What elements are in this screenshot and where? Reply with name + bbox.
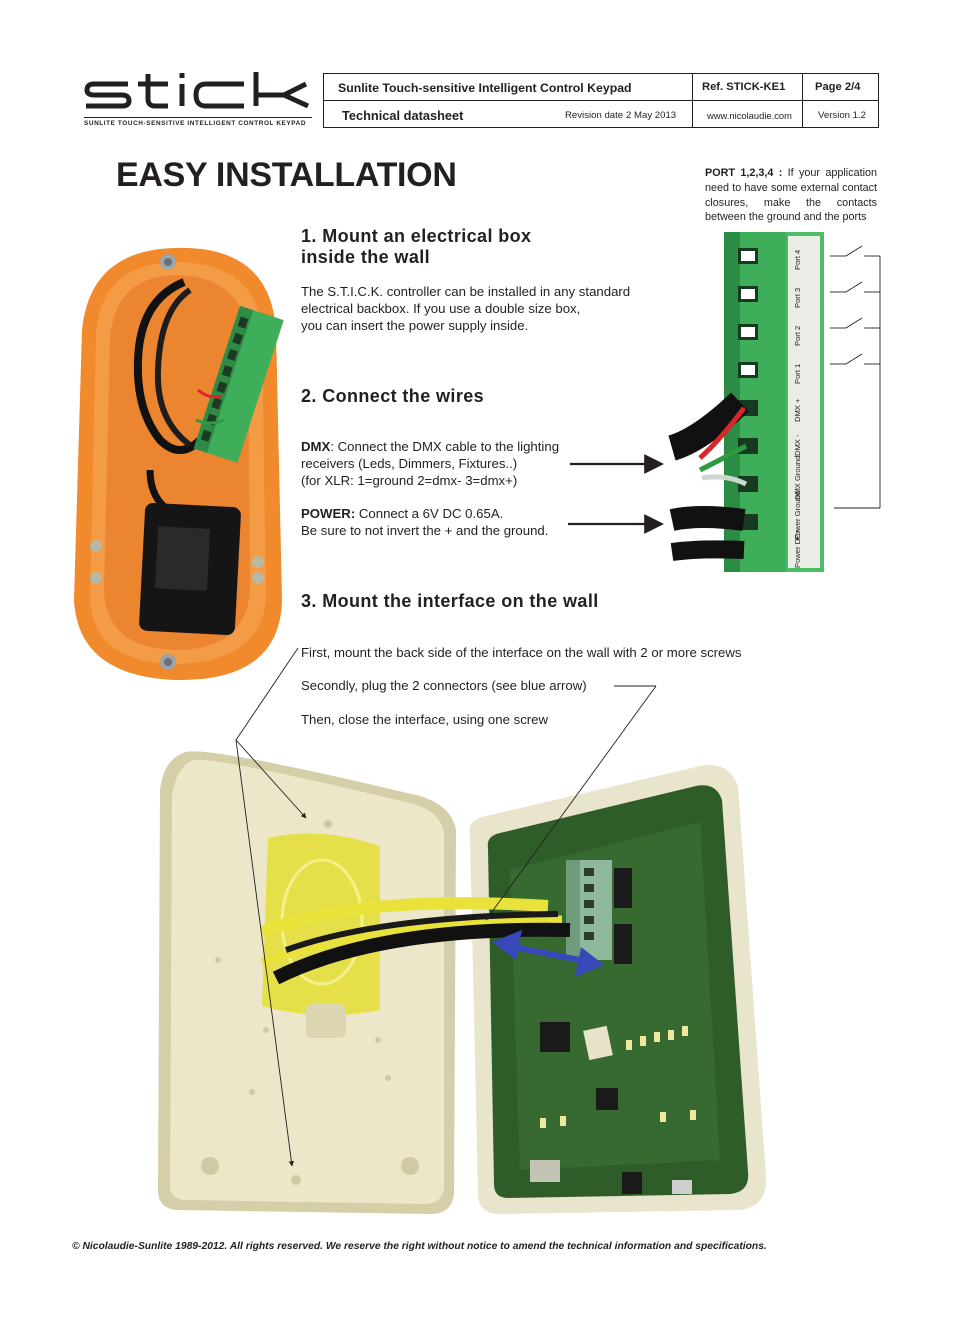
terminal-label-port1: Port 1 [793,363,802,384]
terminal-label-port4: Port 4 [793,249,802,270]
contact-switch-schematic [830,246,880,508]
copyright-footer: © Nicolaudie-Sunlite 1989-2012. All rights reserved. We reserve the right without notice to amend the technical information and specifications. [72,1241,767,1252]
terminal-label-port3: Port 3 [793,287,802,308]
terminal-label-power-dc: Power DC+ [793,528,802,568]
electrical-box-photo [74,248,284,680]
revision-date: 2 May 2013 [626,110,677,121]
document-type: Technical datasheet [342,108,464,123]
step3-line-1: First, mount the back side of the interface on the wall with 2 or more screws [301,645,742,660]
terminal-label-port2: Port 2 [793,325,802,346]
product-name: Sunlite Touch-sensitive Intelligent Control Keypad [338,81,632,95]
terminal-label-dmx-plus: DMX + [793,398,802,422]
step3-heading: 3. Mount the interface on the wall [301,591,599,611]
terminal-labels [793,250,802,568]
step2-heading: 2. Connect the wires [301,386,485,406]
website-link[interactable]: www.nicolaudie.com [707,110,792,121]
port-note-label: PORT 1,2,3,4 : [705,167,783,179]
page-number: Page 2/4 [815,81,861,93]
reference-code: Ref. STICK-KE1 [702,81,786,93]
logo-tagline: SUNLITE TOUCH-SENSITIVE INTELLIGENT CONTROL KEYPAD [84,120,307,127]
version-number: Version 1.2 [818,110,867,121]
step2-dmx-text: DMX: Connect the DMX cable to the lighting receivers (Leds, Dimmers, Fixtures..) (for XLR: 1=ground 2=dmx- 3=dmx+) [301,439,560,488]
step3-line-2: Secondly, plug the 2 connectors (see blue arrow) [301,678,587,693]
interface-back-plate-photo [158,751,456,1214]
revision-label: Revision date [565,110,624,121]
interface-front-pcb-photo [469,765,766,1214]
terminal-label-power-ground: Power Ground [793,491,802,540]
step1-body: The S.T.I.C.K. controller can be installed in any standard electrical backbox. If you use a double size box, you can insert the power supply inside. [301,284,631,333]
page-title: EASY INSTALLATION [116,156,457,194]
terminal-label-dmx-ground: DMX Ground [793,455,802,500]
terminal-label-dmx-minus: DMX - [793,434,802,456]
step2-power-text: POWER: Connect a 6V DC 0.65A. Be sure to not invert the + and the ground. [301,506,549,538]
step1-heading: 1. Mount an electrical box inside the wall [301,226,532,267]
terminal-block-photo [672,232,824,572]
step3-line-3: Then, close the interface, using one screw [301,712,549,727]
port-note-text: If your application need to have some external contact closures, make the contacts between the ground and the ports [705,167,878,224]
